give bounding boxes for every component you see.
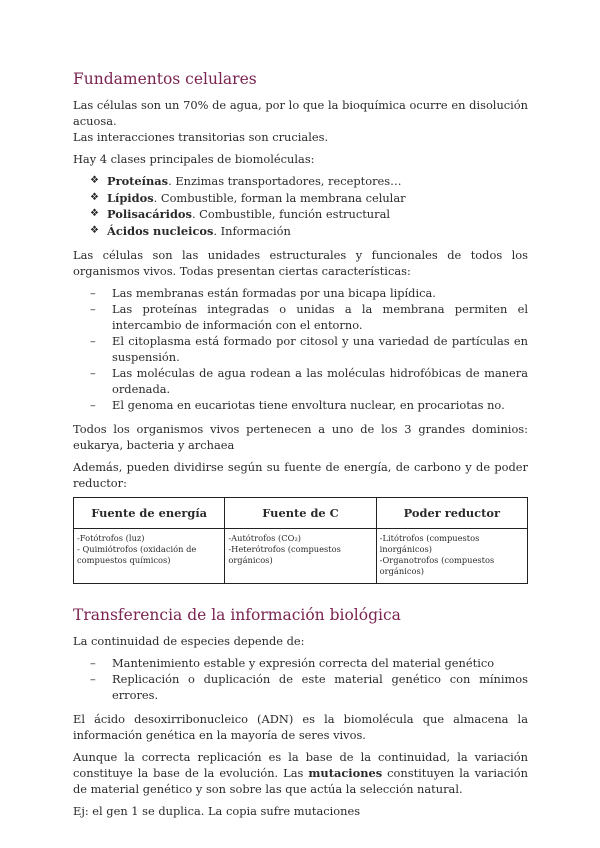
table-header-carbon: Fuente de C: [225, 498, 376, 529]
adn-paragraph: El ácido desoxirribonucleico (ADN) es la biomolécula que almacena la información genética en la mayoría de seres vivos.: [73, 712, 528, 742]
table-header-energy: Fuente de energía: [74, 498, 225, 529]
list-item: – Mantenimiento estable y expresión correcta del material genético: [90, 656, 495, 670]
diamond-bullet-icon: ❖: [90, 191, 99, 203]
intro-line-1: Las células son un 70% de agua, por lo que la bioquímica ocurre en disolución acuosa.: [73, 98, 528, 128]
diamond-bullet-icon: ❖: [90, 224, 99, 236]
section-title-fundamentos: Fundamentos celulares: [73, 70, 257, 88]
list-item: – Las membranas están formadas por una bicapa lipídica.: [90, 286, 436, 300]
list-item: ❖ Ácidos nucleicos. Información: [90, 223, 291, 238]
list-item: ❖ Lípidos. Combustible, forman la membrana celular: [90, 190, 406, 205]
characteristics-list: [90, 285, 528, 413]
list-item: – Las proteínas integradas o unidas a la membrana permiten el intercambio de información con el entorno.: [90, 302, 528, 332]
continuity-intro: La continuidad de especies depende de:: [73, 634, 305, 648]
dash-bullet-icon: –: [90, 286, 96, 300]
domains-paragraph: Todos los organismos vivos pertenecen a uno de los 3 grandes dominios: eukarya, bacteria y archaea: [73, 422, 528, 452]
table-cell-energy: -Fotótrofos (luz) - Quimiótrofos (oxidación de compuestos químicos): [74, 529, 225, 584]
document-page: [73, 70, 528, 825]
list-item: ❖ Proteínas. Enzimas transportadores, receptores…: [90, 174, 402, 188]
table-cell-carbon: -Autótrofos (CO₂) -Heterótrofos (compuestos orgánicos): [225, 529, 376, 584]
dash-bullet-icon: –: [90, 302, 96, 316]
intro-line-2: Las interacciones transitorias son cruciales.: [73, 130, 329, 144]
intro-paragraph: [73, 97, 528, 145]
biomolecule-list: [90, 173, 528, 239]
dash-bullet-icon: –: [90, 366, 96, 380]
section-title-transferencia: Transferencia de la información biológica: [73, 606, 401, 624]
list-item: – Replicación o duplicación de este material genético con mínimos errores.: [90, 672, 528, 702]
variation-paragraph: Aunque la correcta replicación es la base de la continuidad, la variación constituye la base de la evolución. Las mutaciones constituyen la variación de material genético y son sobre las que actúa la selección natural.: [73, 750, 528, 796]
dash-bullet-icon: –: [90, 398, 96, 412]
cells-paragraph: Las células son las unidades estructurales y funcionales de todos los organismos vivos. Todas presentan ciertas características:: [73, 248, 528, 278]
diamond-bullet-icon: ❖: [90, 175, 99, 186]
list-item: – El citoplasma está formado por citosol y una variedad de partículas en suspensión.: [90, 334, 528, 364]
dash-bullet-icon: –: [90, 656, 96, 670]
dash-bullet-icon: –: [90, 672, 96, 686]
table-cell-reducer: -Litótrofos (compuestos inorgánicos) -Organotrofos (compuestos orgánicos): [376, 529, 527, 584]
dash-bullet-icon: –: [90, 334, 96, 348]
classification-table: [73, 497, 528, 584]
example-line: Ej: el gen 1 se duplica. La copia sufre mutaciones: [73, 804, 361, 818]
list-item: – Las moléculas de agua rodean a las moléculas hidrofóbicas de manera ordenada.: [90, 366, 528, 396]
list-item: ❖ Polisacáridos. Combustible, función estructural: [90, 207, 391, 221]
diamond-bullet-icon: ❖: [90, 208, 99, 219]
continuity-list: [90, 655, 528, 703]
division-paragraph: Además, pueden dividirse según su fuente de energía, de carbono y de poder reductor:: [73, 460, 528, 490]
list-item: – El genoma en eucariotas tiene envoltura nuclear, en procariotas no.: [90, 398, 505, 412]
mutaciones-term: mutaciones: [308, 766, 383, 780]
table-header-reducer: Poder reductor: [376, 498, 527, 529]
classes-intro: Hay 4 clases principales de biomoléculas:: [73, 152, 315, 166]
